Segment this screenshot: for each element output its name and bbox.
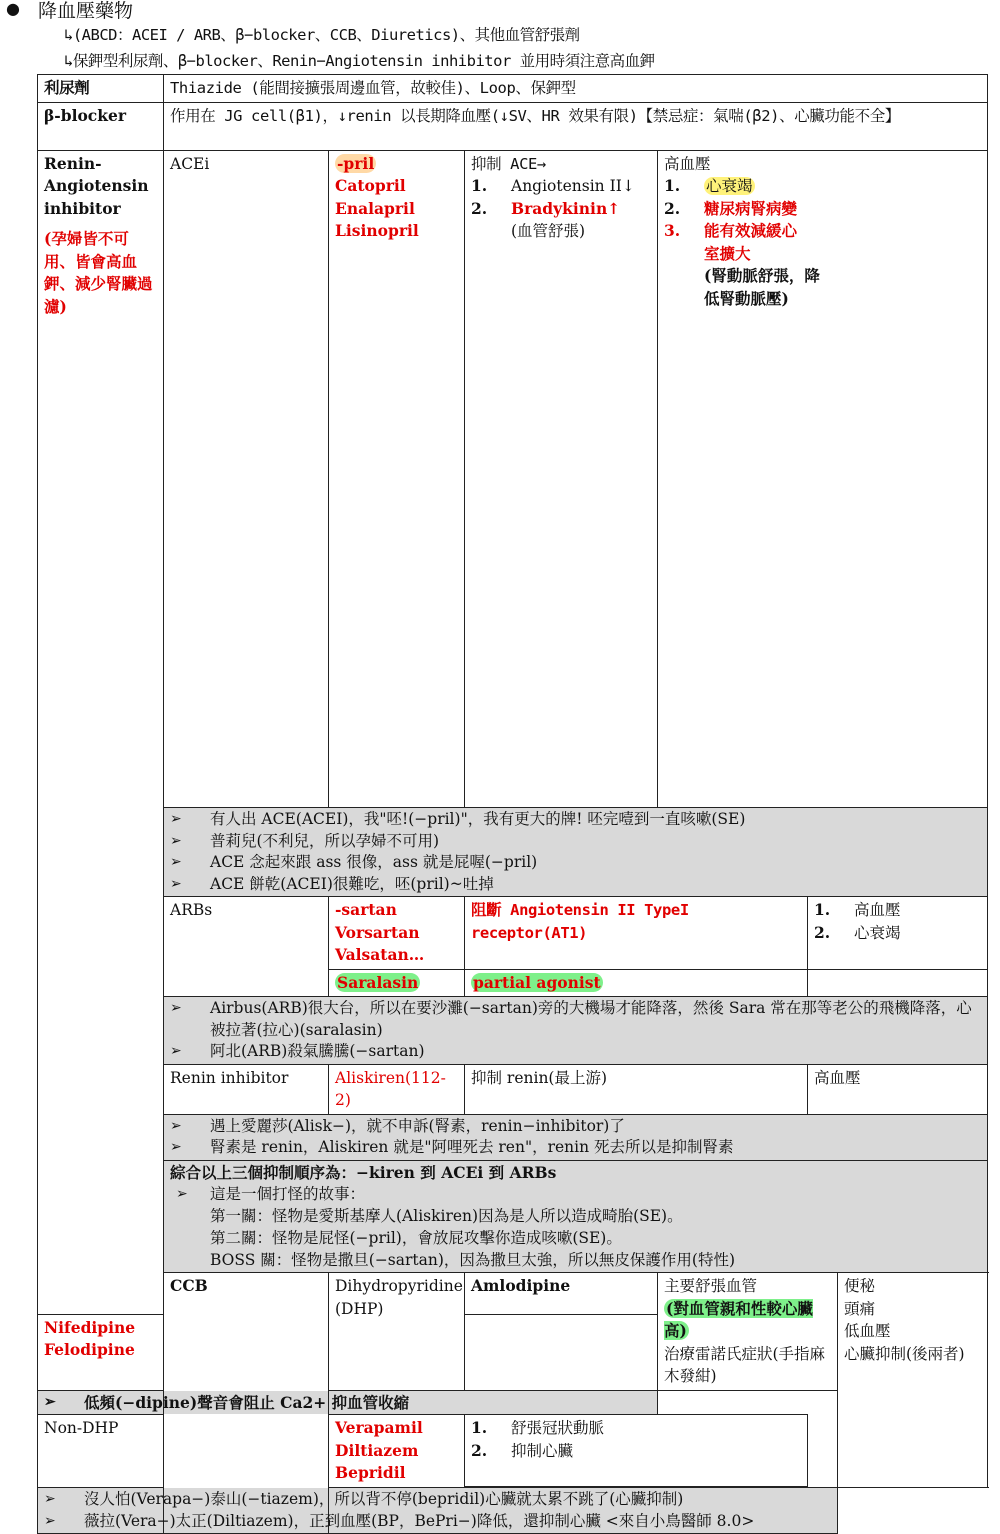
renin-drug: Aliskiren(112-2) — [329, 1064, 465, 1114]
summary-block — [164, 1160, 988, 1273]
summary-level: 第一關：怪物是愛斯基摩人(Aliskiren)因為是人所以造成畸胎(SE)。 — [210, 1207, 683, 1225]
acei-drug: Lisinopril — [335, 221, 419, 240]
arb-partial-agonist: partial agonist — [473, 972, 601, 992]
acei-mech-title: 抑制 ACE→ — [471, 154, 546, 173]
subtitle-abcd: ↳(ABCD：ACEI / ARB、β−blocker、CCB、Diuretics)、其他血管舒張劑 — [64, 26, 580, 44]
ndhp-mechanism: 1. 舒張冠狀動脈 2. 抑制心臟 — [465, 1415, 808, 1487]
arb-drug: Valsatan… — [335, 945, 425, 964]
summary-story: ➢ 這是一個打怪的故事： — [170, 1184, 981, 1206]
renin-name: Renin inhibitor — [164, 1064, 329, 1114]
dhp-mnemonic — [38, 1390, 658, 1415]
mnemonic-line: ➢ 低頻(−dipine)聲音會阻止 Ca2+ 抑血管收縮 — [38, 1392, 657, 1414]
arb-drug: Saralasin — [337, 972, 419, 992]
subtitle-hyperkalemia: ↳保鉀型利尿劑、β−blocker、Renin−Angiotensin inhibitor 並用時須注意高血鉀 — [64, 52, 655, 70]
acei-ind-title: 高血壓 — [664, 154, 711, 173]
mnemonic-line: ➢ 有人出 ACE(ACEI)，我"呸!(−pril)"，我有更大的牌! 呸完噎到一直咳嗽(SE) — [164, 809, 987, 831]
arb-drug: Vorsartan — [335, 922, 420, 942]
ras-label: Renin-Angiotensin inhibitor — [44, 153, 149, 218]
acei-drugs — [329, 150, 465, 808]
arb-mnemonics — [164, 997, 988, 1065]
summary-level: 第二關：怪物是屁怪(−pril)，會放屁攻擊你造成咳嗽(SE)。 — [210, 1229, 622, 1247]
dhp-mech-item: 治療雷諾氏症狀(手指麻木發紺) — [664, 1344, 826, 1385]
acei-drug: Enalapril — [335, 198, 415, 218]
acei-mech-item: Angiotensin II↓ — [511, 177, 635, 195]
mnemonic-line: ➢ 腎素是 renin，Aliskiren 就是"阿哩死去 ren"，renin 死去所以是抑制腎素 — [164, 1137, 987, 1159]
mnemonic-line: ➢ 阿北(ARB)殺氣騰騰(−sartan) — [164, 1041, 987, 1063]
mnemonic-line: ➢ 沒人怕(Verapa−)泰山(−tiazem)，所以背不停(bepridil)心臟就太累不跳了(心臟抑制) — [38, 1489, 837, 1511]
ccb-label: CCB — [164, 1273, 329, 1534]
mnemonic-line: ➢ 遇上愛麗莎(Alisk−)，就不申訴(腎素，renin−inhibitor)了 — [164, 1116, 987, 1138]
ndhp-drugs-cell — [329, 1415, 465, 1488]
acei-mech-item: Bradykinin↑ — [511, 198, 621, 218]
acei-ind-note: (腎動脈舒張，降低腎動脈壓) — [704, 266, 820, 308]
acei-drug-suffix: -pril — [337, 153, 375, 173]
mnemonic-line: ➢ 薇拉(Vera−)太正(Diltiazem)，正到血壓(BP，BePri−)降低，還抑制心臟 <來自小鳥醫師 8.0> — [38, 1511, 837, 1533]
renin-mechanism: 抑制 renin(最上游) — [465, 1064, 808, 1114]
acei-name: ACEi — [164, 150, 329, 808]
summary-line: 綜合以上三個抑制順序為：−kiren 到 ACEi 到 ARBs — [170, 1162, 557, 1182]
dhp-drug: Nifedipine — [44, 1317, 136, 1337]
ccb-side-effects — [838, 1273, 988, 1488]
arb-drugs — [329, 897, 465, 970]
ndhp-drug: Bepridil — [335, 1463, 406, 1482]
renin-indication: 高血壓 — [808, 1064, 988, 1114]
arb-mechanism: 阻斷 Angiotensin II TypeI receptor(AT1) — [465, 897, 808, 970]
acei-ind-item: 糖尿病腎病變 — [704, 198, 798, 218]
dhp-mech-item: 主要舒張血管 — [664, 1277, 758, 1295]
ndhp-mnemonics — [38, 1488, 838, 1534]
arb-ind-item: 高血壓 — [854, 901, 901, 919]
acei-drug: Catopril — [335, 176, 406, 195]
mnemonic-line: ➢ Airbus(ARB)很大台，所以在要沙灘(−sartan)旁的大機場才能降落，然後 Sara 常在那等老公的飛機降落，心被拉著(拉心)(saralasin) — [164, 998, 987, 1041]
arb-partial-cell — [465, 969, 808, 997]
ras-label-cell — [38, 150, 164, 1314]
diuretic-label: 利尿劑 — [38, 75, 164, 103]
ndhp-drug: Diltiazem — [335, 1440, 419, 1460]
acei-ind-item: 能有效減緩心室擴大 — [704, 221, 798, 263]
ras-warning: (孕婦皆不可用、皆會高血鉀、減少腎臟過濾) — [44, 229, 153, 316]
bullet-icon: ● — [6, 0, 20, 18]
dhp-drug: Amlodipine — [465, 1273, 658, 1315]
diuretic-text: Thiazide (能間接擴張周邊血管，故較佳)、Loop、保鉀型 — [164, 75, 988, 103]
dhp-name: Dihydropyridine (DHP) — [329, 1273, 465, 1391]
arb-empty-cell — [808, 969, 988, 997]
page-title: 降血壓藥物 — [38, 0, 134, 22]
arb-name: ARBs — [164, 897, 329, 997]
dhp-drug: Felodipine — [44, 1340, 135, 1360]
ccb-se-item: 頭痛 — [844, 1299, 876, 1318]
summary-level: BOSS 關：怪物是撒旦(−sartan)，因為撒旦太強，所以無皮保護作用(特性) — [210, 1251, 736, 1269]
acei-indication: 高血壓 1. 心衰竭 2. 糖尿病腎病變 3. 能有效減緩心室擴大 (腎動脈舒張，降低腎動脈壓) — [658, 150, 988, 808]
dhp-mechanism — [658, 1273, 838, 1391]
dhp-drugs-cell — [38, 1314, 164, 1390]
ndhp-mech-item: 舒張冠狀動脈 — [511, 1419, 605, 1437]
ndhp-drug: Verapamil — [335, 1418, 423, 1437]
acei-ind-item: 心衰竭 — [706, 177, 753, 195]
drug-table — [37, 74, 988, 1534]
ndhp-name: Non-DHP — [38, 1415, 164, 1488]
arb-drug: -sartan — [335, 900, 397, 919]
ndhp-mech-item: 抑制心臟 — [511, 1441, 574, 1460]
beta-text: 作用在 JG cell(β1)，↓renin 以長期降血壓(↓SV、HR 效果有限)【禁忌症：氣喘(β2)、心臟功能不全】 — [164, 102, 988, 150]
ccb-se-item: 低血壓 — [844, 1322, 891, 1340]
mnemonic-line: ➢ 普莉兒(不利兒，所以孕婦不可用) — [164, 831, 987, 853]
arb-saralasin-cell — [329, 969, 465, 997]
mnemonic-line: ➢ ACE 餅乾(ACEI)很難吃，呸(pril)~吐掉 — [164, 874, 987, 896]
dhp-mech-item: (對血管親和性較心臟高) — [664, 1298, 813, 1340]
acei-mech-note: (血管舒張) — [511, 222, 586, 240]
acei-mnemonics — [164, 808, 988, 897]
mnemonic-line: ➢ ACE 念起來跟 ass 很像，ass 就是屁喔(−pril) — [164, 852, 987, 874]
arb-indication: 1. 高血壓 2. 心衰竭 — [808, 897, 988, 970]
ccb-se-item: 心臟抑制(後兩者) — [844, 1344, 965, 1363]
acei-mechanism: 抑制 ACE→ 1. Angiotensin II↓ 2. Bradykinin↑ (血管舒張) — [465, 150, 658, 808]
renin-mnemonics — [164, 1114, 988, 1160]
beta-label: β-blocker — [38, 102, 164, 150]
ccb-se-item: 便秘 — [844, 1277, 876, 1295]
arb-ind-item: 心衰竭 — [854, 923, 901, 942]
